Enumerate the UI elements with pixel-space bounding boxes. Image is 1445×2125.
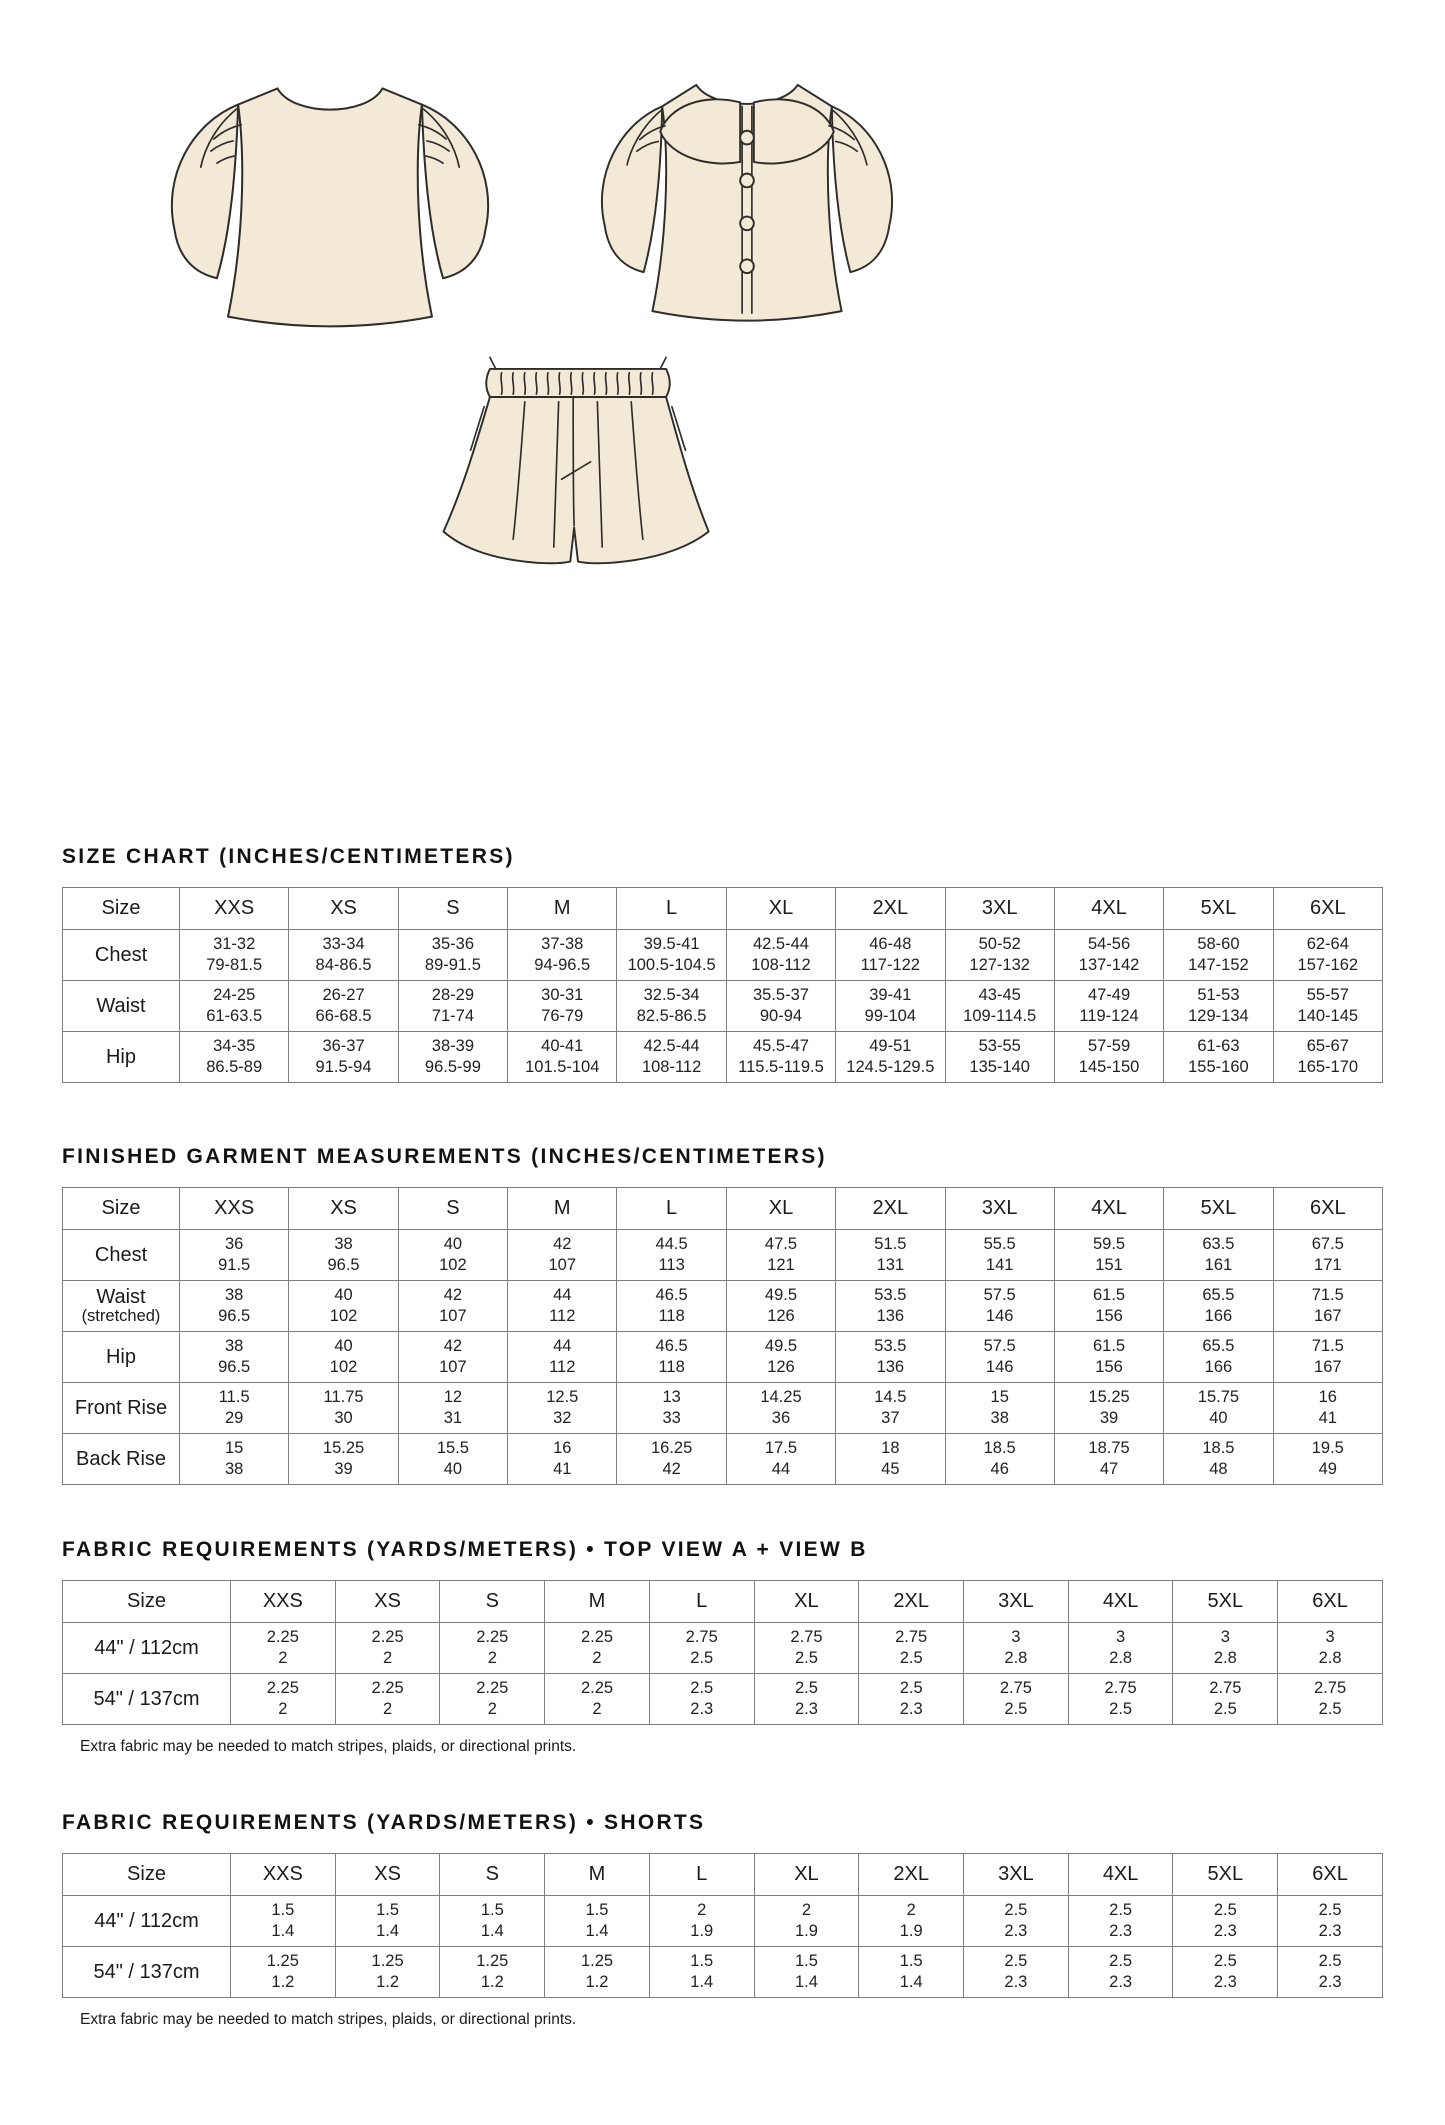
fabric-top-title: FABRIC REQUIREMENTS (YARDS/METERS) • TOP VIEW A + VIEW B bbox=[62, 1538, 868, 1561]
column-header: XS bbox=[335, 1581, 440, 1623]
measurement-cell: 49-51 124.5-129.5 bbox=[836, 1032, 945, 1083]
column-header: XXS bbox=[231, 1581, 336, 1623]
fabric-shorts-title: FABRIC REQUIREMENTS (YARDS/METERS) • SHORTS bbox=[62, 1811, 706, 1834]
measurement-cell: 59.5 151 bbox=[1054, 1230, 1163, 1281]
column-header: 6XL bbox=[1278, 1581, 1383, 1623]
measurement-cell: 15 38 bbox=[180, 1434, 289, 1485]
column-header: XL bbox=[726, 888, 835, 930]
measurement-cell: 46.5 118 bbox=[617, 1281, 726, 1332]
measurement-cell: 46-48 117-122 bbox=[836, 930, 945, 981]
measurement-cell: 15 38 bbox=[945, 1383, 1054, 1434]
measurement-cell: 42 107 bbox=[398, 1281, 507, 1332]
column-header: L bbox=[649, 1581, 754, 1623]
measurement-cell: 2.75 2.5 bbox=[754, 1623, 859, 1674]
measurement-cell: 62-64 157-162 bbox=[1273, 930, 1382, 981]
measurement-cell: 2.5 2.3 bbox=[964, 1947, 1069, 1998]
measurement-cell: 2.75 2.5 bbox=[1068, 1674, 1173, 1725]
measurement-cell: 11.75 30 bbox=[289, 1383, 398, 1434]
fabric-top-table bbox=[62, 1580, 1383, 1725]
size-chart-table bbox=[62, 887, 1383, 1083]
measurement-cell: 2.5 2.3 bbox=[1068, 1896, 1173, 1947]
section-size-chart bbox=[62, 845, 1383, 1083]
fabric-shorts-note: Extra fabric may be needed to match stripes, plaids, or directional prints. bbox=[80, 2011, 577, 2028]
measurement-cell: 65-67 165-170 bbox=[1273, 1032, 1382, 1083]
column-header: 5XL bbox=[1173, 1581, 1278, 1623]
measurement-cell: 15.5 40 bbox=[398, 1434, 507, 1485]
column-header: XXS bbox=[231, 1854, 336, 1896]
measurement-cell: 3 2.8 bbox=[1068, 1623, 1173, 1674]
measurement-cell: 2.5 2.3 bbox=[964, 1896, 1069, 1947]
column-header: 5XL bbox=[1173, 1854, 1278, 1896]
shorts-corner-notches bbox=[490, 357, 666, 369]
column-header: XL bbox=[754, 1854, 859, 1896]
header-row bbox=[63, 1581, 1383, 1623]
measurement-cell: 26-27 66-68.5 bbox=[289, 981, 398, 1032]
measurement-cell: 58-60 147-152 bbox=[1164, 930, 1273, 981]
measurement-cell: 2.25 2 bbox=[440, 1623, 545, 1674]
measurement-cell: 3 2.8 bbox=[1173, 1623, 1278, 1674]
measurement-cell: 16 41 bbox=[508, 1434, 617, 1485]
measurement-cell: 2.5 2.3 bbox=[1173, 1896, 1278, 1947]
measurement-cell: 14.25 36 bbox=[726, 1383, 835, 1434]
measurement-cell: 71.5 167 bbox=[1273, 1332, 1382, 1383]
blouse-a-right-sleeve bbox=[422, 105, 488, 279]
measurement-cell: 1.25 1.2 bbox=[231, 1947, 336, 1998]
measurement-cell: 38 96.5 bbox=[180, 1281, 289, 1332]
measurement-cell: 61-63 155-160 bbox=[1164, 1032, 1273, 1083]
column-header: 4XL bbox=[1054, 888, 1163, 930]
column-header: 4XL bbox=[1054, 1188, 1163, 1230]
measurement-cell: 15.75 40 bbox=[1164, 1383, 1273, 1434]
measurement-cell: 55.5 141 bbox=[945, 1230, 1054, 1281]
measurement-cell: 2.75 2.5 bbox=[1278, 1674, 1383, 1725]
measurement-cell: 24-25 61-63.5 bbox=[180, 981, 289, 1032]
column-header: L bbox=[649, 1854, 754, 1896]
row-label: Hip bbox=[63, 1032, 180, 1083]
measurement-cell: 55-57 140-145 bbox=[1273, 981, 1382, 1032]
column-header: 4XL bbox=[1068, 1854, 1173, 1896]
measurement-cell: 2.25 2 bbox=[440, 1674, 545, 1725]
measurement-cell: 32.5-34 82.5-86.5 bbox=[617, 981, 726, 1032]
measurement-cell: 65.5 166 bbox=[1164, 1332, 1273, 1383]
column-header: XL bbox=[726, 1188, 835, 1230]
measurement-cell: 53-55 135-140 bbox=[945, 1032, 1054, 1083]
measurement-cell: 1.5 1.4 bbox=[335, 1896, 440, 1947]
measurement-cell: 42.5-44 108-112 bbox=[726, 930, 835, 981]
table-row bbox=[63, 1332, 1383, 1383]
row-label: 44" / 112cm bbox=[63, 1623, 231, 1674]
measurement-cell: 2.75 2.5 bbox=[859, 1623, 964, 1674]
measurement-cell: 18.5 48 bbox=[1164, 1434, 1273, 1485]
measurement-cell: 2.25 2 bbox=[231, 1674, 336, 1725]
measurement-cell: 49.5 126 bbox=[726, 1332, 835, 1383]
column-header: 2XL bbox=[859, 1581, 964, 1623]
header-row bbox=[63, 888, 1383, 930]
measurement-cell: 2.5 2.3 bbox=[754, 1674, 859, 1725]
measurement-cell: 51.5 131 bbox=[836, 1230, 945, 1281]
measurement-cell: 42 107 bbox=[398, 1332, 507, 1383]
column-header: XXS bbox=[180, 888, 289, 930]
measurement-cell: 2.5 2.3 bbox=[1278, 1947, 1383, 1998]
blouse-a-left-sleeve bbox=[172, 105, 238, 279]
column-header: 3XL bbox=[964, 1854, 1069, 1896]
measurement-cell: 53.5 136 bbox=[836, 1332, 945, 1383]
measurement-cell: 2.25 2 bbox=[545, 1623, 650, 1674]
column-header: 3XL bbox=[945, 1188, 1054, 1230]
measurement-cell: 2.5 2.3 bbox=[1068, 1947, 1173, 1998]
column-header: 2XL bbox=[836, 1188, 945, 1230]
measurement-cell: 44.5 113 bbox=[617, 1230, 726, 1281]
finished-garment-table bbox=[62, 1187, 1383, 1485]
measurement-cell: 61.5 156 bbox=[1054, 1332, 1163, 1383]
column-header: M bbox=[508, 888, 617, 930]
measurement-cell: 2 1.9 bbox=[859, 1896, 964, 1947]
measurement-cell: 3 2.8 bbox=[1278, 1623, 1383, 1674]
measurement-cell: 2.5 2.3 bbox=[1278, 1896, 1383, 1947]
column-header: Size bbox=[63, 1188, 180, 1230]
measurement-cell: 1.5 1.4 bbox=[859, 1947, 964, 1998]
column-header: Size bbox=[63, 888, 180, 930]
column-header: L bbox=[617, 1188, 726, 1230]
measurement-cell: 57.5 146 bbox=[945, 1281, 1054, 1332]
table-row bbox=[63, 1230, 1383, 1281]
column-header: M bbox=[508, 1188, 617, 1230]
measurement-cell: 1.25 1.2 bbox=[440, 1947, 545, 1998]
garment-illustrations bbox=[0, 0, 1445, 600]
measurement-cell: 2 1.9 bbox=[754, 1896, 859, 1947]
measurement-cell: 35-36 89-91.5 bbox=[398, 930, 507, 981]
fabric-top-note: Extra fabric may be needed to match stripes, plaids, or directional prints. bbox=[80, 1738, 577, 1755]
measurement-cell: 40 102 bbox=[289, 1332, 398, 1383]
measurement-cell: 42.5-44 108-112 bbox=[617, 1032, 726, 1083]
measurement-cell: 50-52 127-132 bbox=[945, 930, 1054, 981]
measurement-cell: 57.5 146 bbox=[945, 1332, 1054, 1383]
row-label: Waist (stretched) bbox=[63, 1281, 180, 1332]
measurement-cell: 35.5-37 90-94 bbox=[726, 981, 835, 1032]
row-label: Chest bbox=[63, 930, 180, 981]
measurement-cell: 37-38 94-96.5 bbox=[508, 930, 617, 981]
measurement-cell: 39.5-41 100.5-104.5 bbox=[617, 930, 726, 981]
measurement-cell: 44 112 bbox=[508, 1332, 617, 1383]
measurement-cell: 51-53 129-134 bbox=[1164, 981, 1273, 1032]
measurement-cell: 38 96.5 bbox=[180, 1332, 289, 1383]
column-header: M bbox=[545, 1581, 650, 1623]
measurement-cell: 65.5 166 bbox=[1164, 1281, 1273, 1332]
row-label: Back Rise bbox=[63, 1434, 180, 1485]
measurement-cell: 16.25 42 bbox=[617, 1434, 726, 1485]
table-row bbox=[63, 930, 1383, 981]
column-header: XS bbox=[289, 888, 398, 930]
measurement-cell: 14.5 37 bbox=[836, 1383, 945, 1434]
measurement-cell: 1.5 1.4 bbox=[545, 1896, 650, 1947]
measurement-cell: 1.5 1.4 bbox=[231, 1896, 336, 1947]
measurement-cell: 36 91.5 bbox=[180, 1230, 289, 1281]
measurement-cell: 40 102 bbox=[289, 1281, 398, 1332]
measurement-cell: 47-49 119-124 bbox=[1054, 981, 1163, 1032]
column-header: 5XL bbox=[1164, 888, 1273, 930]
table-row bbox=[63, 1281, 1383, 1332]
size-chart-title: SIZE CHART (INCHES/CENTIMETERS) bbox=[62, 845, 515, 868]
measurement-cell: 33-34 84-86.5 bbox=[289, 930, 398, 981]
measurement-cell: 16 41 bbox=[1273, 1383, 1382, 1434]
measurement-cell: 2.5 2.3 bbox=[649, 1674, 754, 1725]
blouse-a-body bbox=[228, 88, 432, 326]
measurement-cell: 61.5 156 bbox=[1054, 1281, 1163, 1332]
table-row bbox=[63, 1623, 1383, 1674]
column-header: XS bbox=[335, 1854, 440, 1896]
measurement-cell: 31-32 79-81.5 bbox=[180, 930, 289, 981]
measurement-cell: 2.75 2.5 bbox=[1173, 1674, 1278, 1725]
section-fabric-top bbox=[62, 1538, 1383, 1756]
measurement-cell: 28-29 71-74 bbox=[398, 981, 507, 1032]
column-header: S bbox=[398, 888, 507, 930]
measurement-cell: 1.5 1.4 bbox=[754, 1947, 859, 1998]
finished-garment-title: FINISHED GARMENT MEASUREMENTS (INCHES/CENTIMETERS) bbox=[62, 1145, 827, 1168]
measurement-cell: 45.5-47 115.5-119.5 bbox=[726, 1032, 835, 1083]
table-row bbox=[63, 1383, 1383, 1434]
column-header: 6XL bbox=[1273, 1188, 1382, 1230]
measurement-cell: 19.5 49 bbox=[1273, 1434, 1382, 1485]
row-label: 54" / 137cm bbox=[63, 1947, 231, 1998]
column-header: XS bbox=[289, 1188, 398, 1230]
measurement-cell: 1.25 1.2 bbox=[545, 1947, 650, 1998]
table-row bbox=[63, 1032, 1383, 1083]
row-label: Hip bbox=[63, 1332, 180, 1383]
column-header: S bbox=[440, 1854, 545, 1896]
measurement-cell: 12.5 32 bbox=[508, 1383, 617, 1434]
measurement-cell: 3 2.8 bbox=[964, 1623, 1069, 1674]
measurement-cell: 54-56 137-142 bbox=[1054, 930, 1163, 981]
measurement-cell: 18.75 47 bbox=[1054, 1434, 1163, 1485]
table-row bbox=[63, 981, 1383, 1032]
measurement-cell: 38-39 96.5-99 bbox=[398, 1032, 507, 1083]
measurement-cell: 39-41 99-104 bbox=[836, 981, 945, 1032]
column-header: 6XL bbox=[1273, 888, 1382, 930]
column-header: 2XL bbox=[859, 1854, 964, 1896]
measurement-cell: 67.5 171 bbox=[1273, 1230, 1382, 1281]
measurement-cell: 42 107 bbox=[508, 1230, 617, 1281]
row-label: 54" / 137cm bbox=[63, 1674, 231, 1725]
tables-content bbox=[0, 845, 1445, 2029]
column-header: Size bbox=[63, 1581, 231, 1623]
column-header: 3XL bbox=[964, 1581, 1069, 1623]
column-header: 2XL bbox=[836, 888, 945, 930]
measurement-cell: 34-35 86.5-89 bbox=[180, 1032, 289, 1083]
measurement-cell: 40 102 bbox=[398, 1230, 507, 1281]
measurement-cell: 18 45 bbox=[836, 1434, 945, 1485]
table-row bbox=[63, 1674, 1383, 1725]
measurement-cell: 1.5 1.4 bbox=[440, 1896, 545, 1947]
table-row bbox=[63, 1947, 1383, 1998]
column-header: 5XL bbox=[1164, 1188, 1273, 1230]
measurement-cell: 57-59 145-150 bbox=[1054, 1032, 1163, 1083]
measurement-cell: 2.25 2 bbox=[335, 1674, 440, 1725]
column-header: L bbox=[617, 888, 726, 930]
row-label: 44" / 112cm bbox=[63, 1896, 231, 1947]
measurement-cell: 2.25 2 bbox=[231, 1623, 336, 1674]
section-finished-garment bbox=[62, 1145, 1383, 1485]
column-header: M bbox=[545, 1854, 650, 1896]
measurement-cell: 2.75 2.5 bbox=[964, 1674, 1069, 1725]
column-header: S bbox=[398, 1188, 507, 1230]
measurement-cell: 40-41 101.5-104 bbox=[508, 1032, 617, 1083]
measurement-cell: 2.5 2.3 bbox=[859, 1674, 964, 1725]
fabric-shorts-table bbox=[62, 1853, 1383, 1998]
table-row bbox=[63, 1896, 1383, 1947]
measurement-cell: 46.5 118 bbox=[617, 1332, 726, 1383]
measurement-cell: 49.5 126 bbox=[726, 1281, 835, 1332]
top-view-b-illustration bbox=[552, 64, 942, 334]
row-label: Waist bbox=[63, 981, 180, 1032]
shorts-legs bbox=[443, 397, 708, 563]
measurement-cell: 18.5 46 bbox=[945, 1434, 1054, 1485]
measurement-cell: 2.25 2 bbox=[335, 1623, 440, 1674]
header-row bbox=[63, 1188, 1383, 1230]
measurement-cell: 15.25 39 bbox=[289, 1434, 398, 1485]
column-header: 4XL bbox=[1068, 1581, 1173, 1623]
measurement-cell: 11.5 29 bbox=[180, 1383, 289, 1434]
column-header: Size bbox=[63, 1854, 231, 1896]
measurement-cell: 38 96.5 bbox=[289, 1230, 398, 1281]
measurement-cell: 47.5 121 bbox=[726, 1230, 835, 1281]
measurement-cell: 2.75 2.5 bbox=[649, 1623, 754, 1674]
table-row bbox=[63, 1434, 1383, 1485]
row-label: Front Rise bbox=[63, 1383, 180, 1434]
column-header: 3XL bbox=[945, 888, 1054, 930]
column-header: S bbox=[440, 1581, 545, 1623]
measurement-cell: 15.25 39 bbox=[1054, 1383, 1163, 1434]
top-view-a-illustration bbox=[118, 66, 542, 334]
measurement-cell: 2 1.9 bbox=[649, 1896, 754, 1947]
header-row bbox=[63, 1854, 1383, 1896]
measurement-cell: 53.5 136 bbox=[836, 1281, 945, 1332]
measurement-cell: 43-45 109-114.5 bbox=[945, 981, 1054, 1032]
measurement-cell: 17.5 44 bbox=[726, 1434, 835, 1485]
measurement-cell: 30-31 76-79 bbox=[508, 981, 617, 1032]
measurement-cell: 63.5 161 bbox=[1164, 1230, 1273, 1281]
measurement-cell: 2.25 2 bbox=[545, 1674, 650, 1725]
measurement-cell: 71.5 167 bbox=[1273, 1281, 1382, 1332]
measurement-cell: 1.5 1.4 bbox=[649, 1947, 754, 1998]
shorts-illustration bbox=[428, 352, 728, 592]
measurement-cell: 2.5 2.3 bbox=[1173, 1947, 1278, 1998]
row-label: Chest bbox=[63, 1230, 180, 1281]
measurement-cell: 13 33 bbox=[617, 1383, 726, 1434]
section-fabric-shorts bbox=[62, 1811, 1383, 2029]
column-header: XXS bbox=[180, 1188, 289, 1230]
measurement-cell: 44 112 bbox=[508, 1281, 617, 1332]
column-header: XL bbox=[754, 1581, 859, 1623]
measurement-cell: 36-37 91.5-94 bbox=[289, 1032, 398, 1083]
measurement-cell: 12 31 bbox=[398, 1383, 507, 1434]
measurement-cell: 1.25 1.2 bbox=[335, 1947, 440, 1998]
column-header: 6XL bbox=[1278, 1854, 1383, 1896]
